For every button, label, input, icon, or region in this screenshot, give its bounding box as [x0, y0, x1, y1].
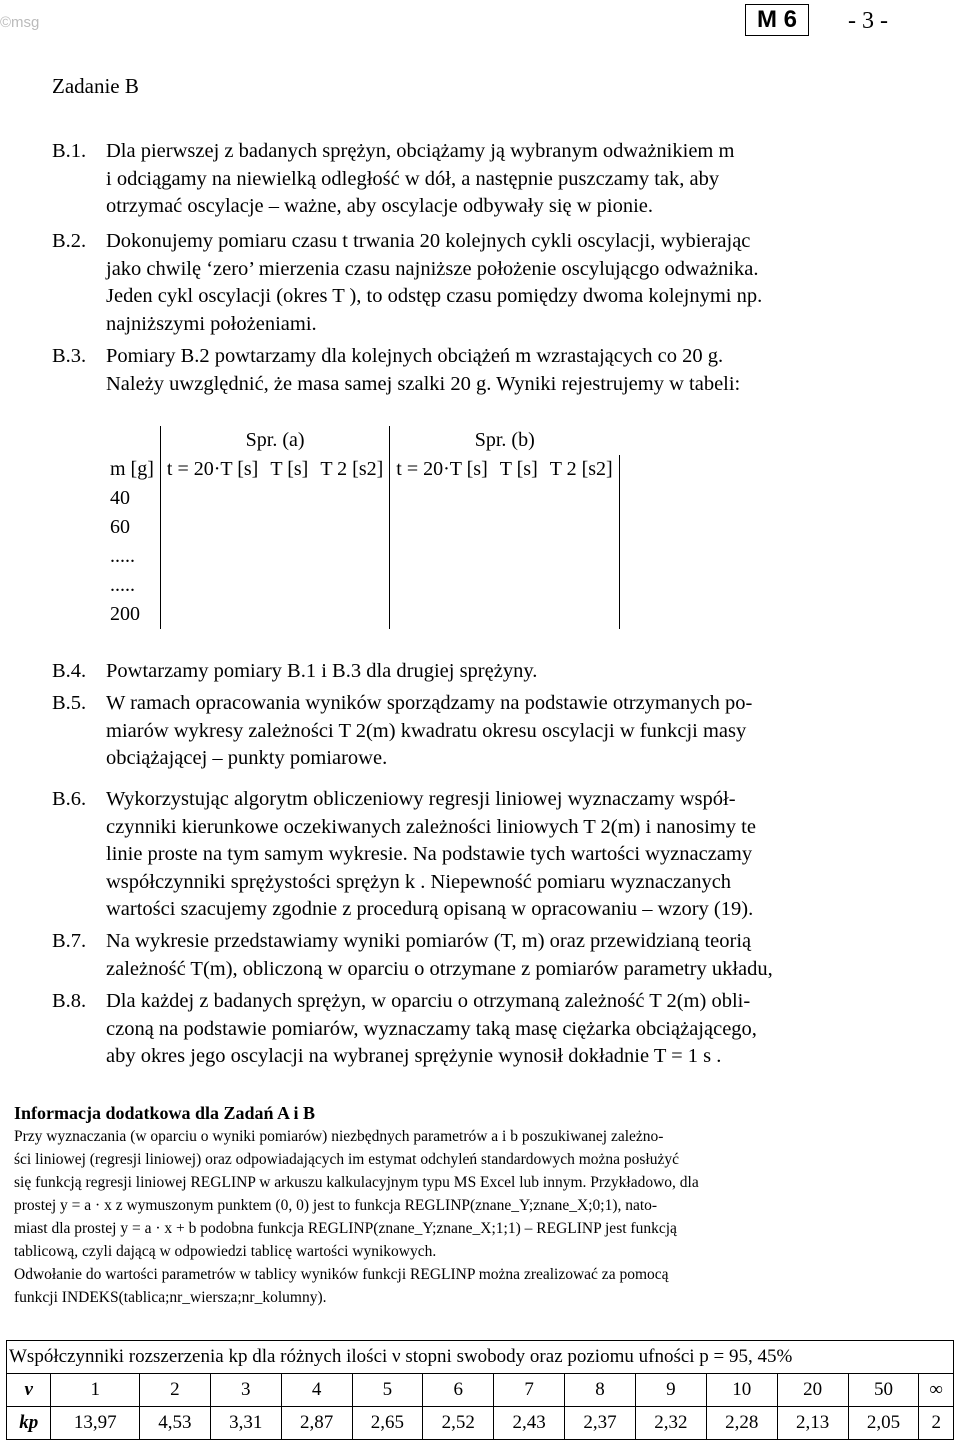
item-line: i odciągamy na niewielką odległość w dół, a następnie puszczamy tak, aby	[106, 167, 720, 190]
item-line: W ramach opracowania wyników sporządzamy na podstawie otrzymanych po-	[106, 692, 753, 714]
kp-cell: 2,37	[565, 1407, 636, 1440]
item-number: B.3.	[52, 345, 87, 367]
item-line: Pomiary B.2 powtarzamy dla kolejnych obciążeń m wzrastających co 20 g.	[106, 345, 724, 367]
table-row	[104, 542, 619, 571]
empty-cell	[390, 542, 494, 571]
nu-cell: 1	[51, 1374, 139, 1407]
empty-cell	[544, 571, 619, 600]
column-header: t = 20·T [s]	[396, 458, 488, 480]
nu-cell: 6	[423, 1374, 494, 1407]
mass-cell: .....	[104, 571, 160, 600]
coefficient-table	[6, 1340, 954, 1440]
item-line: wartości szacujemy zgodnie z procedurą opisaną w opracowaniu – wzory (19).	[106, 898, 754, 920]
kp-cell: 2,52	[423, 1407, 494, 1440]
item-line: współczynniki sprężystości sprężyn k . Niepewność pomiaru wyznaczanych	[106, 870, 732, 893]
item-line: otrzymać oscylacje – ważne, aby oscylacje odbywały się w pionie.	[106, 195, 654, 217]
item-line: czoną na podstawie pomiarów, wyznaczamy taką masę ciężarka obciążającego,	[106, 1017, 757, 1040]
column-header: T 2 [s2]	[544, 455, 619, 484]
empty-cell	[160, 571, 264, 600]
nu-cell: 7	[494, 1374, 565, 1407]
nu-cell: 4	[281, 1374, 352, 1407]
empty-cell	[494, 513, 544, 542]
empty-cell	[264, 542, 314, 571]
group-a-header: Spr. (a)	[245, 429, 305, 451]
item-line: miarów wykresy zależności T 2(m) kwadratu okresu oscylacji w funkcji masy	[106, 719, 747, 742]
kp-cell: 2,43	[494, 1407, 565, 1440]
column-header: m [g]	[104, 455, 160, 484]
kp-cell: 2,13	[777, 1407, 848, 1440]
item-line: Powtarzamy pomiary B.1 i B.3 dla drugiej sprężyny.	[106, 660, 538, 682]
table-row	[104, 513, 619, 542]
page-number: - 3 -	[848, 8, 888, 34]
info-line: funkcji INDEKS(tablica;nr_wiersza;nr_kolumny).	[14, 1289, 327, 1306]
mass-cell: 60	[104, 513, 160, 542]
kp-cell: 2,28	[706, 1407, 777, 1440]
empty-cell	[264, 513, 314, 542]
kp-cell: 2,05	[848, 1407, 919, 1440]
kp-cell: 2,65	[352, 1407, 423, 1440]
mass-cell: .....	[104, 542, 160, 571]
item-line: najniższymi położeniami.	[106, 312, 317, 335]
nu-cell: 20	[777, 1374, 848, 1407]
column-header-row	[104, 455, 619, 484]
nu-cell: 9	[635, 1374, 706, 1407]
item-number: B.1.	[52, 140, 87, 162]
copyright-mark: ©msg	[0, 14, 40, 31]
item-line: Na wykresie przedstawiamy wyniki pomiarów (T, m) oraz przewidzianą teorią	[106, 930, 752, 952]
item-line: Należy uwzględnić, że masa samej szalki 20 g. Wyniki rejestrujemy w tabeli:	[106, 372, 741, 395]
column-header: T [s]	[270, 458, 309, 480]
info-title: Informacja dodatkowa dla Zadań A i B	[14, 1103, 316, 1123]
table-row	[104, 571, 619, 600]
group-b-header: Spr. (b)	[390, 426, 619, 455]
mass-cell: 200	[104, 600, 160, 629]
empty-cell	[264, 571, 314, 600]
empty-cell	[160, 513, 264, 542]
item-line: Jeden cykl oscylacji (okres T ), to odstęp czasu pomiędzy dwoma kolejnymi np.	[106, 285, 763, 307]
column-header: t = 20·T [s]	[166, 458, 259, 480]
nu-cell: 3	[210, 1374, 281, 1407]
info-line: Przy wyznaczania (w oparciu o wyniki pomiarów) niezbędnych parametrów a i b poszukiwanej zależno-	[14, 1128, 664, 1145]
empty-cell	[390, 571, 494, 600]
item-number: B.8.	[52, 990, 87, 1012]
empty-cell	[314, 484, 389, 513]
item-line: aby okres jego oscylacji na wybranej sprężynie wynosił dokładnie T = 1 s .	[106, 1045, 722, 1067]
table-row	[104, 600, 619, 629]
kp-label: kp	[7, 1407, 51, 1440]
item-line: zależność T(m), obliczoną w oparciu o otrzymane z pomiarów parametry układu,	[106, 957, 773, 980]
item-line: Dla pierwszej z badanych sprężyn, obciążamy ją wybranym odważnikiem m	[106, 140, 735, 162]
nu-cell: 8	[565, 1374, 636, 1407]
empty-cell	[494, 542, 544, 571]
empty-cell	[390, 484, 494, 513]
item-number: B.6.	[52, 788, 87, 810]
nu-cell: 50	[848, 1374, 919, 1407]
info-line: się funkcją regresji liniowej REGLINP w arkuszu kalkulacyjnym typu MS Excel lub innym. Przykładowo, dla	[14, 1174, 699, 1191]
kp-cell: 13,97	[51, 1407, 139, 1440]
mass-cell: 40	[104, 484, 160, 513]
empty-cell	[314, 513, 389, 542]
info-line: ści liniowej (regresji liniowej) oraz odpowiadających im estymat odchyleń standardowych można posłużyć	[14, 1151, 680, 1168]
kp-cell: 2,32	[635, 1407, 706, 1440]
nu-cell: 5	[352, 1374, 423, 1407]
info-line: tablicową, czyli dającą w odpowiedzi tablicę wartości wynikowych.	[14, 1243, 437, 1260]
column-header: T 2 [s2]	[314, 455, 389, 484]
nu-row	[7, 1374, 954, 1407]
column-header: T [s]	[499, 458, 538, 480]
empty-cell	[544, 513, 619, 542]
empty-cell	[160, 542, 264, 571]
table-row	[104, 484, 619, 513]
item-number: B.5.	[52, 692, 87, 714]
item-line: Dla każdej z badanych sprężyn, w oparciu o otrzymaną zależność T 2(m) obli-	[106, 990, 751, 1012]
info-line: miast dla prostej y = a · x + b podobna funkcja REGLINP(znane_Y;znane_X;1;1) – REGLINP jest funkcją	[14, 1220, 677, 1237]
kp-cell: 3,31	[210, 1407, 281, 1440]
empty-cell	[160, 600, 264, 629]
empty-cell	[314, 600, 389, 629]
item-number: B.4.	[52, 660, 87, 682]
info-line: prostej y = a · x z wymuszonym punktem (0, 0) jest to funkcja REGLINP(znane_Y;znane_X;0;1), nato-	[14, 1197, 658, 1214]
item-line: linie proste na tym samym wykresie. Na podstawie tych wartości wyznaczamy	[106, 843, 753, 865]
info-block	[14, 1102, 699, 1309]
empty-cell	[544, 484, 619, 513]
table-corner	[104, 426, 160, 455]
kp-cell: 2,87	[281, 1407, 352, 1440]
empty-cell	[314, 571, 389, 600]
item-line: jako chwilę ‘zero’ mierzenia czasu najniższe położenie oscylującgo odważnika.	[106, 257, 759, 280]
item-line: Wykorzystując algorytm obliczeniowy regresji liniowej wyznaczamy współ-	[106, 788, 736, 810]
nu-cell: ∞	[919, 1374, 954, 1407]
empty-cell	[390, 600, 494, 629]
empty-cell	[264, 484, 314, 513]
item-line: obciążającej – punkty pomiarowe.	[106, 747, 388, 769]
empty-cell	[494, 484, 544, 513]
item-number: B.7.	[52, 930, 87, 952]
module-code: M 6	[745, 4, 809, 36]
nu-cell: 10	[706, 1374, 777, 1407]
empty-cell	[494, 571, 544, 600]
item-line: Dokonujemy pomiaru czasu t trwania 20 kolejnych cykli oscylacji, wybierając	[106, 230, 751, 252]
empty-cell	[494, 600, 544, 629]
info-line: Odwołanie do wartości parametrów w tablicy wyników funkcji REGLINP można zrealizować za pomocą	[14, 1266, 669, 1283]
item-number: B.2.	[52, 230, 87, 252]
section-title: Zadanie B	[52, 74, 139, 98]
empty-cell	[160, 484, 264, 513]
nu-label: ν	[7, 1374, 51, 1407]
empty-cell	[544, 542, 619, 571]
kp-cell: 2	[919, 1407, 954, 1440]
kp-row	[7, 1407, 954, 1440]
empty-cell	[264, 600, 314, 629]
empty-cell	[314, 542, 389, 571]
nu-cell: 2	[139, 1374, 210, 1407]
empty-cell	[544, 600, 619, 629]
coef-caption: Współczynniki rozszerzenia kp dla różnych ilości ν stopni swobody oraz poziomu ufności p = 95, 45%	[7, 1341, 954, 1374]
empty-cell	[390, 513, 494, 542]
results-table	[104, 426, 620, 629]
kp-cell: 4,53	[139, 1407, 210, 1440]
item-line: czynniki kierunkowe oczekiwanych zależności liniowych T 2(m) i nanosimy te	[106, 815, 756, 838]
